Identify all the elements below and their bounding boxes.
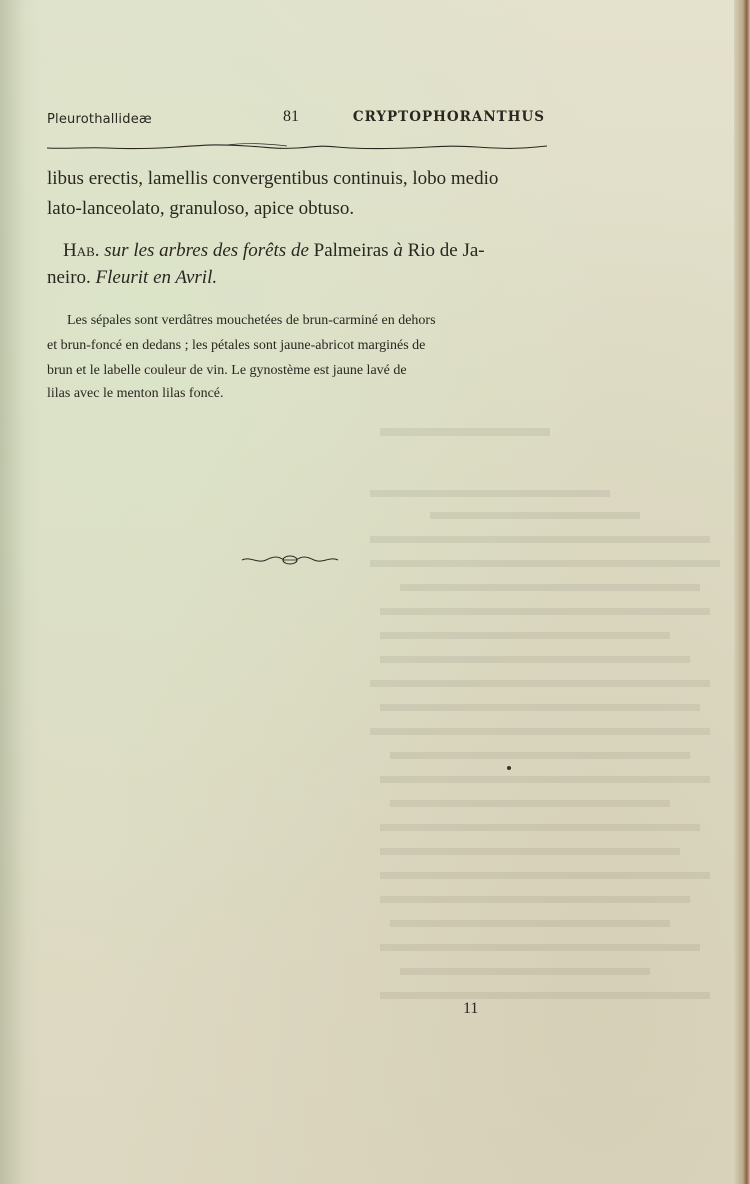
page-number: 81 bbox=[283, 108, 299, 125]
ornament-divider bbox=[240, 553, 340, 567]
decorative-header-rule bbox=[47, 140, 547, 152]
description-line-2: lato-lanceolato, granuloso, apice obtuso. bbox=[47, 198, 355, 219]
habitat-italic-2: à bbox=[393, 240, 403, 261]
ink-speck bbox=[507, 766, 511, 770]
habitat-label: Hab. bbox=[63, 240, 100, 261]
running-header bbox=[47, 108, 545, 132]
habitat-place-1: Palmeiras bbox=[313, 240, 389, 261]
note-line-1: Les sépales sont verdâtres mouchetées de brun-carminé en dehors bbox=[67, 313, 436, 328]
gutter-shadow bbox=[0, 0, 42, 1184]
description-line-1: libus erectis, lamellis convergentibus continuis, lobo medio bbox=[47, 168, 499, 189]
flowering-time: Fleurit en Avril. bbox=[95, 267, 218, 288]
habitat-line-1 bbox=[63, 236, 547, 266]
signature-mark: 11 bbox=[463, 1000, 479, 1017]
habitat-line-2 bbox=[47, 263, 547, 293]
habitat-place-2: Rio de Ja- bbox=[407, 240, 485, 261]
bleed-through-text bbox=[330, 420, 730, 1020]
habitat-place-3: neiro. bbox=[47, 267, 91, 288]
page-edge bbox=[734, 0, 750, 1184]
note-line-4: lilas avec le menton lilas foncé. bbox=[47, 386, 224, 401]
note-line-2: et brun-foncé en dedans ; les pétales sont jaune-abricot marginés de bbox=[47, 338, 426, 353]
header-family: Pleurothallideæ bbox=[47, 112, 152, 127]
header-genus: CRYPTOPHORANTHUS bbox=[352, 109, 545, 125]
habitat-italic-1: sur les arbres des forêts de bbox=[104, 240, 309, 261]
note-line-3: brun et le labelle couleur de vin. Le gynostème est jaune lavé de bbox=[47, 363, 407, 378]
